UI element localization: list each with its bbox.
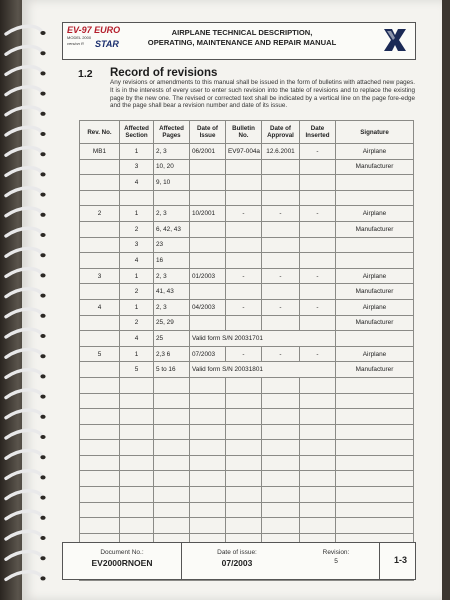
table-cell: 2 xyxy=(120,315,154,331)
table-row xyxy=(80,159,414,175)
section-title: Record of revisions xyxy=(110,67,218,79)
table-cell xyxy=(300,409,336,425)
binding-ring xyxy=(6,349,42,357)
table-cell: Manufacturer xyxy=(336,221,414,237)
table-cell: 3 xyxy=(120,159,154,175)
table-cell xyxy=(262,518,300,534)
punch-hole xyxy=(40,576,45,580)
table-cell xyxy=(300,237,336,253)
table-cell: - xyxy=(226,206,262,222)
table-cell: 12.6.2001 xyxy=(262,144,300,160)
table-cell: Airplane xyxy=(336,299,414,315)
binding-ring xyxy=(6,26,42,34)
table-cell xyxy=(190,502,226,518)
table-cell: Valid form S/N 20031801 xyxy=(190,362,336,378)
table-cell xyxy=(154,471,190,487)
table-cell xyxy=(300,159,336,175)
table-cell: 1 xyxy=(120,346,154,362)
binding-ring xyxy=(6,531,42,539)
column-header: Date of Issue xyxy=(190,121,226,144)
table-header-row xyxy=(80,121,414,144)
punch-hole xyxy=(40,334,45,338)
punch-hole xyxy=(40,415,45,419)
table-cell xyxy=(80,331,120,347)
table-cell xyxy=(190,159,226,175)
table-cell xyxy=(300,253,336,269)
table-cell: 16 xyxy=(154,253,190,269)
punch-hole xyxy=(40,193,45,197)
table-cell xyxy=(226,175,262,191)
table-cell xyxy=(336,487,414,503)
table-cell xyxy=(154,424,190,440)
table-cell xyxy=(300,424,336,440)
table-cell: 6, 42, 43 xyxy=(154,221,190,237)
binding-ring xyxy=(6,168,42,176)
table-cell: 2, 3 xyxy=(154,268,190,284)
table-cell xyxy=(190,175,226,191)
table-cell xyxy=(226,393,262,409)
punch-hole xyxy=(40,233,45,237)
table-cell: 06/2001 xyxy=(190,144,226,160)
table-cell xyxy=(262,502,300,518)
table-cell xyxy=(336,377,414,393)
table-cell xyxy=(120,471,154,487)
punch-hole xyxy=(40,374,45,378)
binding-ring xyxy=(6,127,42,135)
table-cell: Manufacturer xyxy=(336,159,414,175)
table-cell: Manufacturer xyxy=(336,284,414,300)
table-cell xyxy=(80,159,120,175)
binding-ring xyxy=(6,147,42,155)
table-row xyxy=(80,346,414,362)
table-cell: 1 xyxy=(120,144,154,160)
table-cell: 1 xyxy=(120,206,154,222)
table-cell: Valid form S/N 20031701 xyxy=(190,331,336,347)
table-cell: 4 xyxy=(120,175,154,191)
table-cell: - xyxy=(262,299,300,315)
table-cell: - xyxy=(300,206,336,222)
table-cell xyxy=(120,455,154,471)
date-of-issue: Date of issue: 07/2003 xyxy=(217,549,257,568)
table-cell xyxy=(190,253,226,269)
table-cell xyxy=(226,190,262,206)
table-row-empty xyxy=(80,487,414,503)
table-cell: MB1 xyxy=(80,144,120,160)
punch-hole xyxy=(40,536,45,540)
table-cell: 4 xyxy=(80,299,120,315)
table-cell xyxy=(226,471,262,487)
punch-hole xyxy=(40,71,45,75)
section-intro: Any revisions or amendments to this manual shall be issued in the form of bulletins with attached new pages. It is in the interests of every user to enter such revision into the table of revisions and to replace the existing page by the new one. The revised or corrected text shall be indicated by a vertical line on the page fore-edge and the page shall bear a revision number and date of its issue. xyxy=(110,79,415,110)
table-row-empty xyxy=(80,518,414,534)
table-cell xyxy=(190,409,226,425)
table-cell xyxy=(80,175,120,191)
table-cell xyxy=(190,237,226,253)
table-cell xyxy=(262,393,300,409)
table-cell xyxy=(262,455,300,471)
table-row xyxy=(80,206,414,222)
table-cell xyxy=(190,487,226,503)
table-cell xyxy=(336,502,414,518)
column-header: Affected Section xyxy=(120,121,154,144)
table-cell xyxy=(262,440,300,456)
punch-hole xyxy=(40,354,45,358)
table-cell xyxy=(262,471,300,487)
table-cell: 25, 29 xyxy=(154,315,190,331)
table-row-empty xyxy=(80,440,414,456)
table-cell xyxy=(120,377,154,393)
binding-ring xyxy=(6,46,42,54)
table-cell: - xyxy=(262,206,300,222)
table-cell: - xyxy=(300,299,336,315)
table-row xyxy=(80,253,414,269)
table-cell: 07/2003 xyxy=(190,346,226,362)
column-header: Date Inserted xyxy=(300,121,336,144)
table-cell: 2, 3 xyxy=(154,206,190,222)
table-row-empty xyxy=(80,502,414,518)
binding-ring xyxy=(6,491,42,499)
table-cell xyxy=(300,455,336,471)
table-cell xyxy=(300,440,336,456)
table-cell xyxy=(336,393,414,409)
table-cell xyxy=(80,487,120,503)
table-cell: - xyxy=(226,268,262,284)
table-cell xyxy=(80,221,120,237)
table-cell: 5 to 16 xyxy=(154,362,190,378)
table-row xyxy=(80,175,414,191)
eurostar-logo: EV-97 EURO MODEL 2000 version R STAR xyxy=(67,25,121,49)
table-cell xyxy=(300,502,336,518)
table-cell: 2, 3 xyxy=(154,144,190,160)
table-cell xyxy=(154,409,190,425)
punch-hole xyxy=(40,496,45,500)
table-cell xyxy=(262,409,300,425)
punch-hole xyxy=(40,516,45,520)
table-cell xyxy=(336,409,414,425)
table-row xyxy=(80,284,414,300)
table-cell xyxy=(262,487,300,503)
table-cell: 9, 10 xyxy=(154,175,190,191)
punch-hole xyxy=(40,51,45,55)
table-cell xyxy=(226,502,262,518)
table-cell xyxy=(336,237,414,253)
binding-ring xyxy=(6,471,42,479)
table-cell xyxy=(226,253,262,269)
table-cell xyxy=(80,284,120,300)
table-cell xyxy=(262,190,300,206)
table-cell: 3 xyxy=(80,268,120,284)
table-cell xyxy=(190,471,226,487)
table-cell xyxy=(300,393,336,409)
table-cell xyxy=(226,315,262,331)
table-cell xyxy=(154,518,190,534)
binding-ring xyxy=(6,572,42,580)
column-header: Date of Approval xyxy=(262,121,300,144)
punch-hole xyxy=(40,556,45,560)
table-cell xyxy=(120,393,154,409)
table-cell xyxy=(80,471,120,487)
table-cell xyxy=(80,362,120,378)
table-row xyxy=(80,299,414,315)
table-cell xyxy=(226,455,262,471)
table-cell xyxy=(226,424,262,440)
table-cell: 5 xyxy=(80,346,120,362)
punch-hole xyxy=(40,92,45,96)
table-cell xyxy=(226,409,262,425)
table-cell xyxy=(336,518,414,534)
table-cell xyxy=(226,440,262,456)
table-cell xyxy=(336,424,414,440)
punch-hole xyxy=(40,395,45,399)
table-cell: 2, 3 xyxy=(154,299,190,315)
table-cell: 5 xyxy=(120,362,154,378)
binding-ring xyxy=(6,107,42,115)
table-cell xyxy=(154,455,190,471)
binding-ring xyxy=(6,511,42,519)
table-cell xyxy=(80,518,120,534)
column-header: Affected Pages xyxy=(154,121,190,144)
punch-hole xyxy=(40,31,45,35)
table-cell xyxy=(262,237,300,253)
table-cell xyxy=(300,518,336,534)
binding-ring xyxy=(6,450,42,458)
page-header xyxy=(62,22,416,60)
binding-ring xyxy=(6,248,42,256)
table-cell xyxy=(120,424,154,440)
table-cell xyxy=(80,190,120,206)
table-cell xyxy=(154,393,190,409)
table-cell xyxy=(190,190,226,206)
table-cell: 2 xyxy=(120,284,154,300)
table-cell xyxy=(262,221,300,237)
table-cell: - xyxy=(300,268,336,284)
table-cell xyxy=(154,440,190,456)
revision-table xyxy=(79,120,414,581)
table-cell xyxy=(262,377,300,393)
table-cell xyxy=(190,377,226,393)
spiral-binding xyxy=(0,0,60,600)
table-cell: 2 xyxy=(80,206,120,222)
table-cell xyxy=(120,440,154,456)
punch-hole xyxy=(40,213,45,217)
table-cell: Airplane xyxy=(336,346,414,362)
binding-ring xyxy=(6,329,42,337)
table-row-empty xyxy=(80,424,414,440)
punch-hole xyxy=(40,172,45,176)
table-cell xyxy=(226,221,262,237)
table-cell xyxy=(336,440,414,456)
table-cell xyxy=(300,221,336,237)
binding-ring xyxy=(6,188,42,196)
table-cell xyxy=(80,424,120,440)
table-cell xyxy=(300,377,336,393)
table-cell xyxy=(120,190,154,206)
punch-hole xyxy=(40,455,45,459)
table-cell xyxy=(226,237,262,253)
table-cell: 3 xyxy=(120,237,154,253)
table-cell xyxy=(300,190,336,206)
table-cell xyxy=(120,409,154,425)
table-cell xyxy=(226,518,262,534)
table-cell xyxy=(190,284,226,300)
table-cell xyxy=(190,221,226,237)
punch-hole xyxy=(40,435,45,439)
binding-ring xyxy=(6,390,42,398)
table-cell: - xyxy=(262,268,300,284)
table-cell xyxy=(80,315,120,331)
table-cell xyxy=(262,315,300,331)
table-cell xyxy=(120,487,154,503)
binding-ring xyxy=(6,309,42,317)
table-cell: EV97-004a xyxy=(226,144,262,160)
table-cell: 01/2003 xyxy=(190,268,226,284)
column-header: Rev. No. xyxy=(80,121,120,144)
binding-ring xyxy=(6,228,42,236)
table-cell xyxy=(190,455,226,471)
table-cell xyxy=(336,175,414,191)
punch-hole xyxy=(40,152,45,156)
section-number: 1.2 xyxy=(78,68,93,80)
table-cell: - xyxy=(226,346,262,362)
binding-ring xyxy=(6,87,42,95)
table-row xyxy=(80,331,414,347)
table-cell xyxy=(80,237,120,253)
binding-ring xyxy=(6,410,42,418)
punch-hole xyxy=(40,294,45,298)
table-cell xyxy=(226,159,262,175)
table-cell xyxy=(262,175,300,191)
table-cell: Airplane xyxy=(336,144,414,160)
binding-ring xyxy=(6,208,42,216)
punch-hole xyxy=(40,314,45,318)
table-cell: 2,3 6 xyxy=(154,346,190,362)
table-cell xyxy=(300,487,336,503)
table-cell: 1 xyxy=(120,268,154,284)
table-cell xyxy=(154,377,190,393)
binding-ring xyxy=(6,67,42,75)
table-row xyxy=(80,190,414,206)
table-cell xyxy=(336,253,414,269)
table-cell xyxy=(190,424,226,440)
table-cell xyxy=(154,487,190,503)
table-cell: 23 xyxy=(154,237,190,253)
punch-hole xyxy=(40,475,45,479)
table-cell xyxy=(154,190,190,206)
table-cell xyxy=(80,440,120,456)
table-row-empty xyxy=(80,393,414,409)
table-cell xyxy=(226,284,262,300)
binding-ring xyxy=(6,370,42,378)
table-cell xyxy=(336,455,414,471)
footer-divider xyxy=(379,543,380,579)
punch-hole xyxy=(40,253,45,257)
table-cell: - xyxy=(226,299,262,315)
table-cell xyxy=(262,284,300,300)
page-number: 1-3 xyxy=(393,555,407,565)
punch-hole xyxy=(40,273,45,277)
table-cell xyxy=(80,502,120,518)
table-cell xyxy=(262,253,300,269)
binding-ring xyxy=(6,289,42,297)
table-cell xyxy=(120,502,154,518)
table-cell xyxy=(300,284,336,300)
table-row xyxy=(80,144,414,160)
binding-ring xyxy=(6,430,42,438)
table-cell xyxy=(336,190,414,206)
table-row-empty xyxy=(80,471,414,487)
table-cell xyxy=(190,440,226,456)
table-cell xyxy=(154,502,190,518)
table-cell xyxy=(336,471,414,487)
table-row xyxy=(80,315,414,331)
table-cell xyxy=(300,315,336,331)
column-header: Bulletin No. xyxy=(226,121,262,144)
table-cell xyxy=(336,331,414,347)
table-cell: 4 xyxy=(120,253,154,269)
table-row xyxy=(80,268,414,284)
table-cell xyxy=(262,159,300,175)
binding-ring xyxy=(6,551,42,559)
table-cell xyxy=(300,471,336,487)
table-cell xyxy=(190,393,226,409)
table-cell: Manufacturer xyxy=(336,362,414,378)
table-cell xyxy=(262,424,300,440)
table-row xyxy=(80,237,414,253)
table-cell: Airplane xyxy=(336,206,414,222)
table-row-empty xyxy=(80,377,414,393)
manual-title: AIRPLANE TECHNICAL DESCRIPTION, OPERATING, MAINTENANCE AND REPAIR MANUAL xyxy=(147,28,337,47)
table-cell xyxy=(190,518,226,534)
table-cell xyxy=(80,409,120,425)
table-cell: 4 xyxy=(120,331,154,347)
table-cell xyxy=(80,253,120,269)
table-cell xyxy=(80,393,120,409)
punch-hole xyxy=(40,132,45,136)
table-cell: - xyxy=(262,346,300,362)
table-cell: 10/2001 xyxy=(190,206,226,222)
punch-hole xyxy=(40,112,45,116)
table-cell: Manufacturer xyxy=(336,315,414,331)
table-row xyxy=(80,362,414,378)
table-cell: 2 xyxy=(120,221,154,237)
column-header: Signature xyxy=(336,121,414,144)
table-cell xyxy=(226,377,262,393)
revision-number: Revision: 5 xyxy=(322,549,350,565)
table-row-empty xyxy=(80,409,414,425)
page-footer xyxy=(62,542,416,580)
binding-ring xyxy=(6,269,42,277)
table-cell xyxy=(190,315,226,331)
table-cell xyxy=(300,175,336,191)
table-row xyxy=(80,221,414,237)
table-cell xyxy=(226,487,262,503)
table-cell: 10, 20 xyxy=(154,159,190,175)
table-cell: 41, 43 xyxy=(154,284,190,300)
table-cell: 04/2003 xyxy=(190,299,226,315)
table-cell xyxy=(80,377,120,393)
table-cell: - xyxy=(300,346,336,362)
table-cell: - xyxy=(300,144,336,160)
company-mark-icon xyxy=(381,26,409,54)
table-cell: 25 xyxy=(154,331,190,347)
table-cell: Airplane xyxy=(336,268,414,284)
document-number: Document No.: EV2000RNOEN xyxy=(91,549,153,568)
table-row-empty xyxy=(80,455,414,471)
table-cell xyxy=(120,518,154,534)
table-cell xyxy=(80,455,120,471)
table-cell: 1 xyxy=(120,299,154,315)
